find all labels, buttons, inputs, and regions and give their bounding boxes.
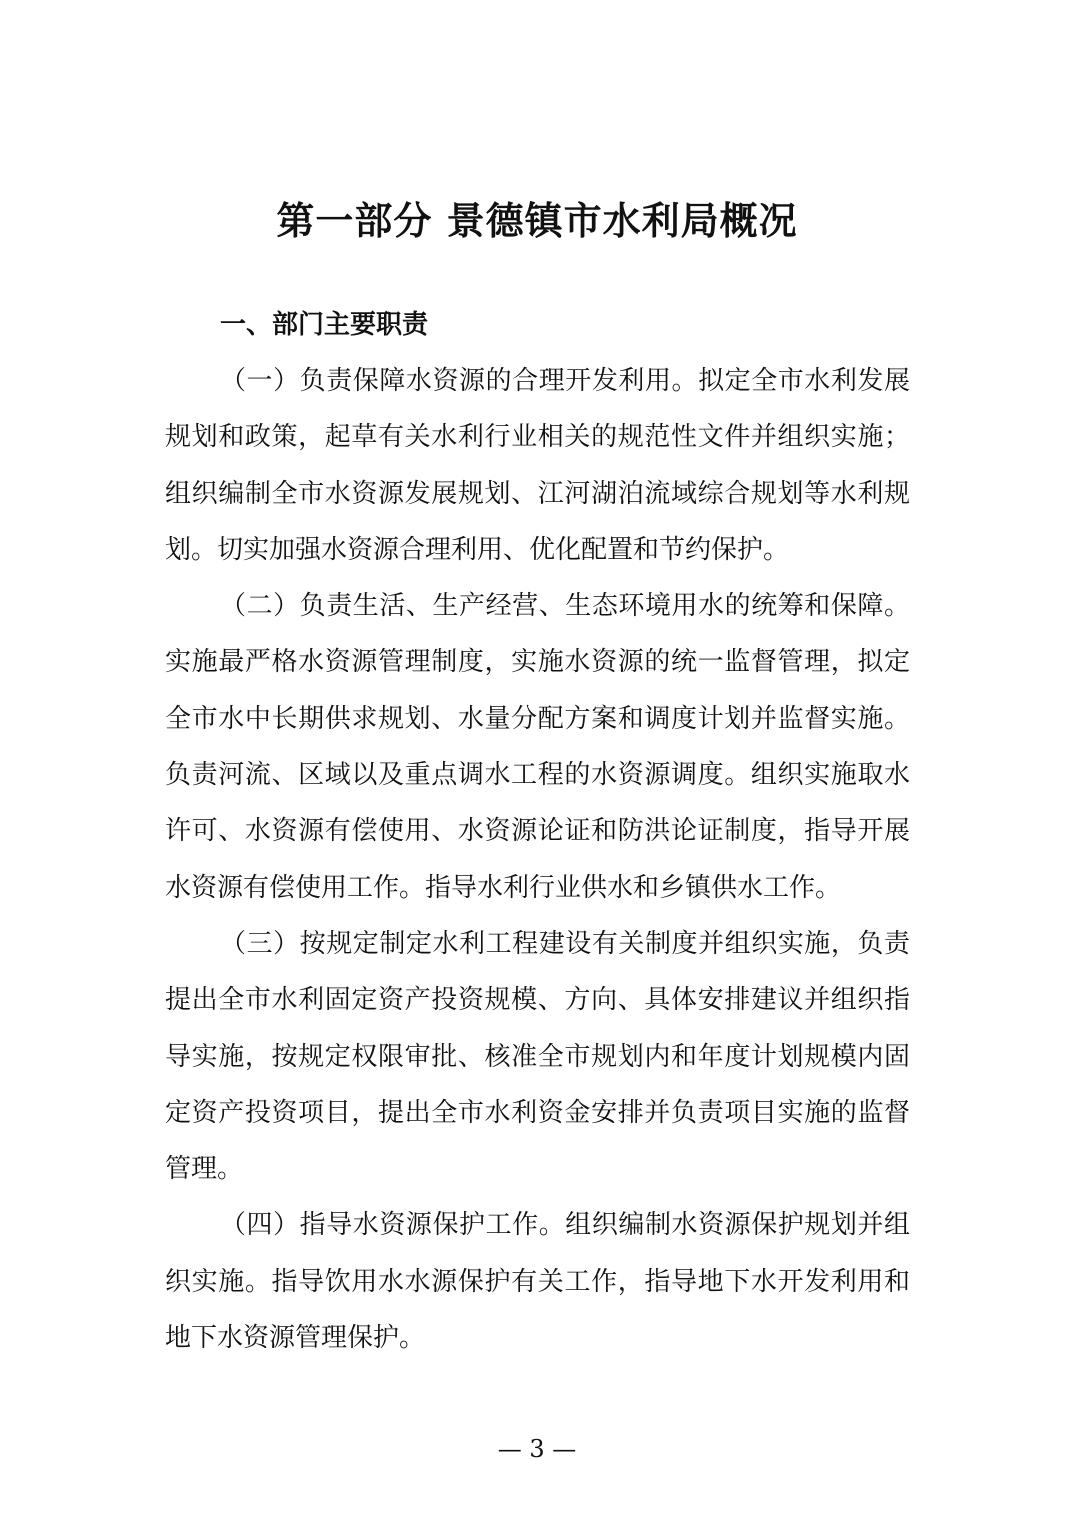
paragraph-line: 织实施。指导饮用水水源保护有关工作，指导地下水开发利用和 — [165, 1266, 910, 1297]
section-heading: 一、部门主要职责 — [220, 310, 429, 340]
paragraph-line: 提出全市水利固定资产投资规模、方向、具体安排建议并组织指 — [165, 985, 910, 1016]
paragraph-line: 许可、水资源有偿使用、水资源论证和防洪论证制度，指导开展 — [165, 816, 910, 847]
paragraph — [165, 353, 910, 578]
paragraph-line: 组织编制全市水资源发展规划、江河湖泊流域综合规划等水利规 — [165, 478, 910, 509]
paragraph-line: 全市水中长期供求规划、水量分配方案和调度计划并监督实施。 — [165, 703, 910, 734]
paragraph-line: （一）负责保障水资源的合理开发利用。拟定全市水利发展 — [220, 366, 910, 396]
paragraph-line: 划。切实加强水资源合理利用、优化配置和节约保护。 — [165, 534, 790, 565]
paragraph-line: 地下水资源管理保护。 — [165, 1323, 426, 1354]
paragraph-line: （二）负责生活、生产经营、生态环境用水的统筹和保障。 — [220, 591, 910, 622]
page-title: 第一部分 景德镇市水利局概况 — [276, 199, 798, 243]
paragraph-line: （四）指导水资源保护工作。组织编制水资源保护规划并组 — [220, 1210, 910, 1241]
paragraph-line: 导实施，按规定权限审批、核准全市规划内和年度计划规模内固 — [165, 1041, 910, 1072]
paragraph-line: 管理。 — [165, 1154, 244, 1185]
paragraph — [165, 916, 910, 1197]
paragraph-line: 实施最严格水资源管理制度，实施水资源的统一监督管理，拟定 — [165, 647, 910, 678]
document-body — [165, 353, 910, 1366]
paragraph — [165, 578, 910, 916]
paragraph-line: 水资源有偿使用工作。指导水利行业供水和乡镇供水工作。 — [165, 872, 842, 903]
paragraph-line: 定资产投资项目，提出全市水利资金安排并负责项目实施的监督 — [165, 1097, 910, 1128]
page-number: — 3 — — [497, 1435, 577, 1463]
paragraph — [165, 1197, 910, 1366]
paragraph-line: （三）按规定制定水利工程建设有关制度并组织实施，负责 — [220, 928, 910, 959]
paragraph-line: 规划和政策，起草有关水利行业相关的规范性文件并组织实施； — [165, 422, 910, 453]
paragraph-line: 负责河流、区域以及重点调水工程的水资源调度。组织实施取水 — [165, 760, 910, 791]
